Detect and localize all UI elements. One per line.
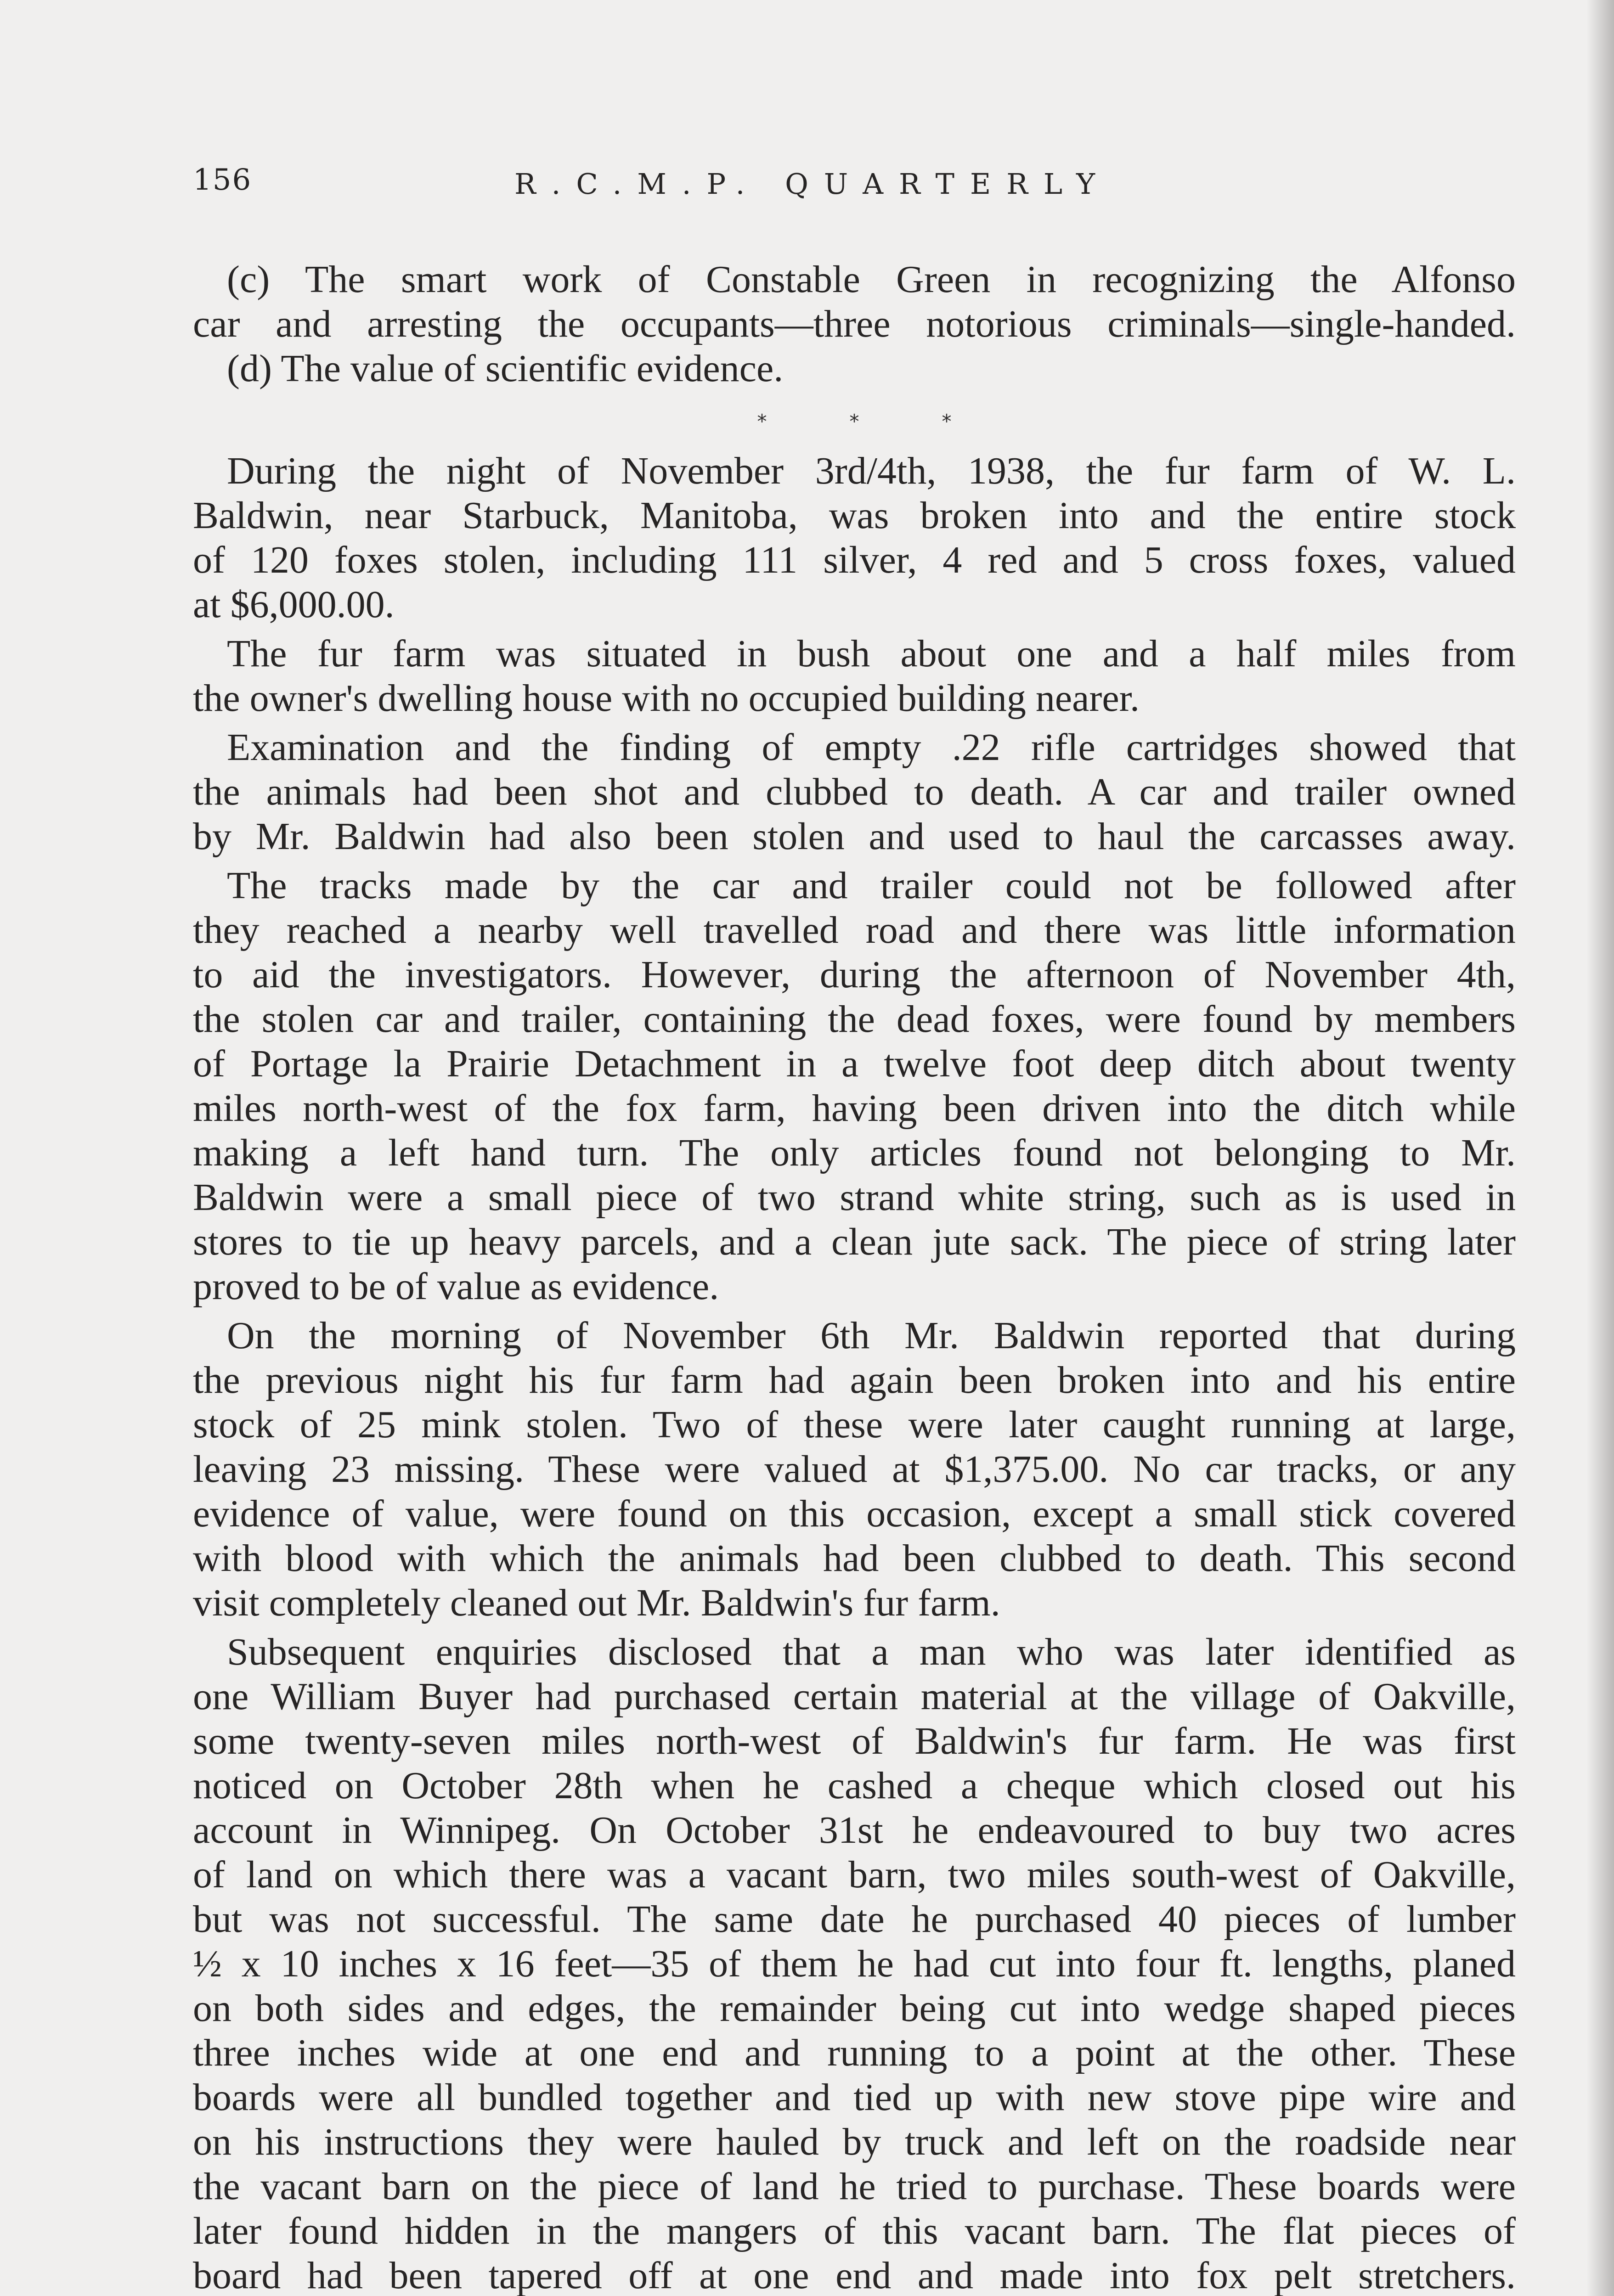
text-line: ½ x 10 inches x 16 feet—35 of them he had cut into four ft. lengths, planed <box>193 1942 1516 1985</box>
page-header <box>193 165 1516 220</box>
text-line: evidence of value, were found on this occasion, except a small stick covered <box>193 1492 1516 1535</box>
text-line: they reached a nearby well travelled road and there was little information <box>193 909 1516 951</box>
page-edge-shadow <box>1586 0 1614 2296</box>
text-line: on both sides and edges, the remainder being cut into wedge shaped pieces <box>193 1987 1516 2030</box>
text-line: visit completely cleaned out Mr. Baldwin's fur farm. <box>193 1581 1000 1624</box>
paragraph <box>193 863 1516 1309</box>
text-line: board had been tapered off at one end and made into fox pelt stretchers. <box>193 2254 1516 2296</box>
separator-star: * <box>757 410 767 433</box>
text-line: making a left hand turn. The only articles found not belonging to Mr. <box>193 1131 1516 1174</box>
text-line: miles north-west of the fox farm, having been driven into the ditch while <box>193 1087 1516 1130</box>
article-body <box>193 257 1516 2296</box>
text-line: some twenty-seven miles north-west of Baldwin's fur farm. He was first <box>193 1720 1516 1762</box>
separator-star: * <box>849 410 859 433</box>
text-line: Baldwin, near Starbuck, Manitoba, was broken into and the entire stock <box>193 494 1516 537</box>
paragraph <box>193 1313 1516 1625</box>
text-line: at $6,000.00. <box>193 583 395 626</box>
text-line: the animals had been shot and clubbed to death. A car and trailer owned <box>193 771 1516 813</box>
text-line: stores to tie up heavy parcels, and a clean jute sack. The piece of string later <box>193 1221 1516 1263</box>
text-line: on his instructions they were hauled by truck and left on the roadside near <box>193 2121 1516 2163</box>
text-line: later found hidden in the mangers of this vacant barn. The flat pieces of <box>193 2210 1516 2252</box>
text-line: (d) The value of scientific evidence. <box>227 347 784 390</box>
paragraph-gap <box>193 1625 1516 1630</box>
text-line: the previous night his fur farm had again been broken into and his entire <box>193 1359 1516 1401</box>
text-line: noticed on October 28th when he cashed a cheque which closed out his <box>193 1764 1516 1807</box>
text-line: Examination and the finding of empty .22 rifle cartridges showed that <box>227 726 1516 769</box>
section-separator <box>193 391 1516 449</box>
text-line: the owner's dwelling house with no occupied building nearer. <box>193 677 1140 720</box>
text-line: stock of 25 mink stolen. Two of these were later caught running at large, <box>193 1403 1516 1446</box>
text-line: leaving 23 missing. These were valued at $1,375.00. No car tracks, or any <box>193 1448 1516 1491</box>
text-line: The fur farm was situated in bush about one and a half miles from <box>227 632 1516 675</box>
list-item-c <box>193 257 1516 346</box>
running-head: R.C.M.P. QUARTERLY <box>514 167 1111 201</box>
text-line: one William Buyer had purchased certain material at the village of Oakville, <box>193 1675 1516 1718</box>
text-line: During the night of November 3rd/4th, 1938, the fur farm of W. L. <box>227 450 1516 492</box>
text-line: but was not successful. The same date he purchased 40 pieces of lumber <box>193 1898 1516 1941</box>
text-line: (c) The smart work of Constable Green in recognizing the Alfonso <box>227 258 1516 301</box>
text-line: Baldwin were a small piece of two strand white string, such as is used in <box>193 1176 1516 1219</box>
text-line: of Portage la Prairie Detachment in a twelve foot deep ditch about twenty <box>193 1042 1516 1085</box>
text-line: account in Winnipeg. On October 31st he endeavoured to buy two acres <box>193 1809 1516 1851</box>
paragraph-gap <box>193 859 1516 863</box>
separator-star: * <box>942 410 952 433</box>
text-line: of 120 foxes stolen, including 111 silver, 4 red and 5 cross foxes, valued <box>193 539 1516 581</box>
page-number: 156 <box>193 163 252 197</box>
list-item-d <box>193 346 1516 391</box>
paragraph-gap <box>193 627 1516 631</box>
paragraph <box>193 725 1516 859</box>
text-line: to aid the investigators. However, during the afternoon of November 4th, <box>193 953 1516 996</box>
text-line: three inches wide at one end and running to a point at the other. These <box>193 2032 1516 2074</box>
text-line: the vacant barn on the piece of land he tried to purchase. These boards were <box>193 2165 1516 2208</box>
text-line: car and arresting the occupants—three notorious criminals—single-handed. <box>193 303 1516 345</box>
paragraph-gap <box>193 1309 1516 1313</box>
paragraph <box>193 631 1516 720</box>
text-line: of land on which there was a vacant barn, two miles south-west of Oakville, <box>193 1853 1516 1896</box>
text-line: The tracks made by the car and trailer could not be followed after <box>227 864 1516 907</box>
paragraph-gap <box>193 720 1516 725</box>
text-line: On the morning of November 6th Mr. Baldwin reported that during <box>227 1314 1516 1357</box>
text-line: boards were all bundled together and tied up with new stove pipe wire and <box>193 2076 1516 2119</box>
text-line: Subsequent enquiries disclosed that a man who was later identified as <box>227 1631 1516 1673</box>
text-line: by Mr. Baldwin had also been stolen and used to haul the carcasses away. <box>193 815 1516 858</box>
text-line: the stolen car and trailer, containing the dead foxes, were found by members <box>193 998 1516 1041</box>
text-line: proved to be of value as evidence. <box>193 1265 719 1308</box>
text-line: with blood with which the animals had been clubbed to death. This second <box>193 1537 1516 1580</box>
paragraph <box>193 449 1516 627</box>
paragraph <box>193 1630 1516 2296</box>
